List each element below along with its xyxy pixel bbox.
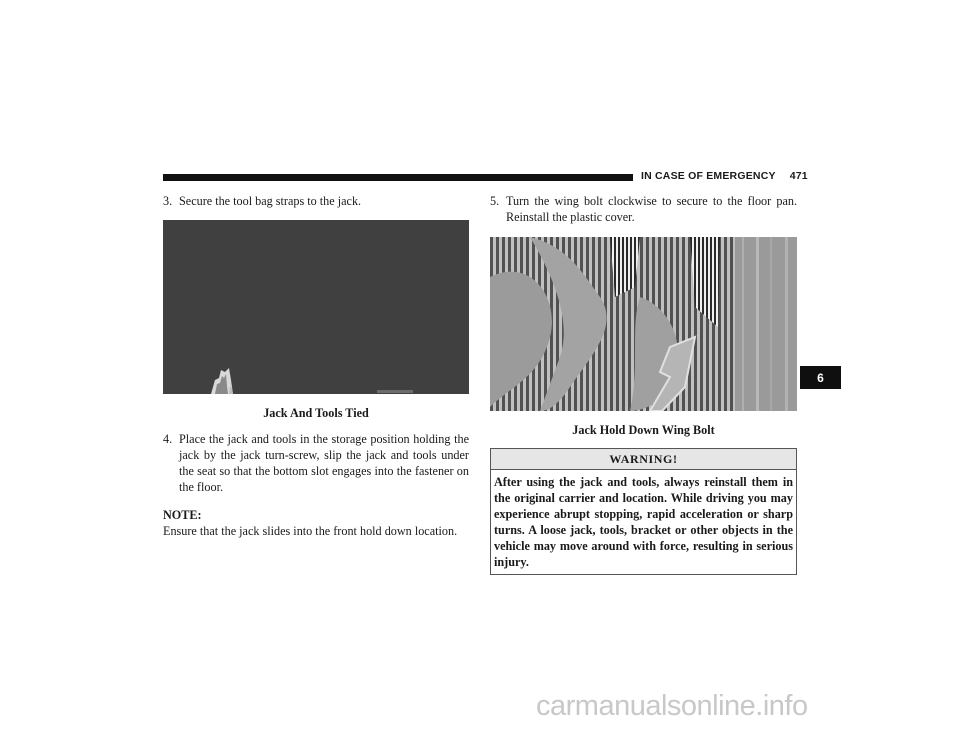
- page-number: 471: [789, 170, 808, 182]
- step-5: [490, 193, 797, 225]
- step-text: Place the jack and tools in the storage position holding the jack by the jack turn-screw, slip the jack and tools under the seat so that the bottom slot engages into the fastener on the floor.: [179, 432, 469, 494]
- wing-bolt-image: [490, 237, 797, 411]
- note-text: Ensure that the jack slides into the front hold down location.: [163, 524, 458, 538]
- step-4: [163, 431, 469, 495]
- warning-title: WARNING!: [491, 449, 796, 470]
- step-number: 4.: [163, 432, 173, 446]
- chapter-tab[interactable]: 6: [800, 366, 841, 389]
- header-rule: [163, 174, 633, 181]
- running-header: [641, 170, 808, 182]
- header-section-title: IN CASE OF EMERGENCY: [641, 170, 776, 182]
- figure-jack-and-tools-tied: [163, 220, 469, 394]
- jack-and-tools-image: [163, 220, 469, 394]
- warning-box: [490, 448, 797, 575]
- figure-jack-hold-down-wing-bolt: [490, 237, 797, 411]
- warning-body: After using the jack and tools, always reinstall them in the original carrier and location. While driving you may experience abrupt stopping, rapid acceleration or sharp turns. A loose jack, tools, bracket or other objects in the vehicle may move around with force, resulting in serious injury.: [494, 475, 793, 569]
- step-text: Turn the wing bolt clockwise to secure to the floor pan. Reinstall the plastic cover.: [506, 194, 797, 224]
- step-number: 5.: [490, 194, 500, 208]
- step-text: Secure the tool bag straps to the jack.: [179, 194, 362, 208]
- right-column: [490, 193, 797, 575]
- note-label: NOTE:: [163, 508, 202, 522]
- figure-caption: Jack Hold Down Wing Bolt: [572, 423, 715, 437]
- figure-caption: Jack And Tools Tied: [263, 406, 369, 420]
- watermark: carmanualsonline.info: [536, 690, 808, 722]
- left-column: [163, 193, 469, 539]
- step-number: 3.: [163, 194, 173, 208]
- step-3: [163, 193, 469, 209]
